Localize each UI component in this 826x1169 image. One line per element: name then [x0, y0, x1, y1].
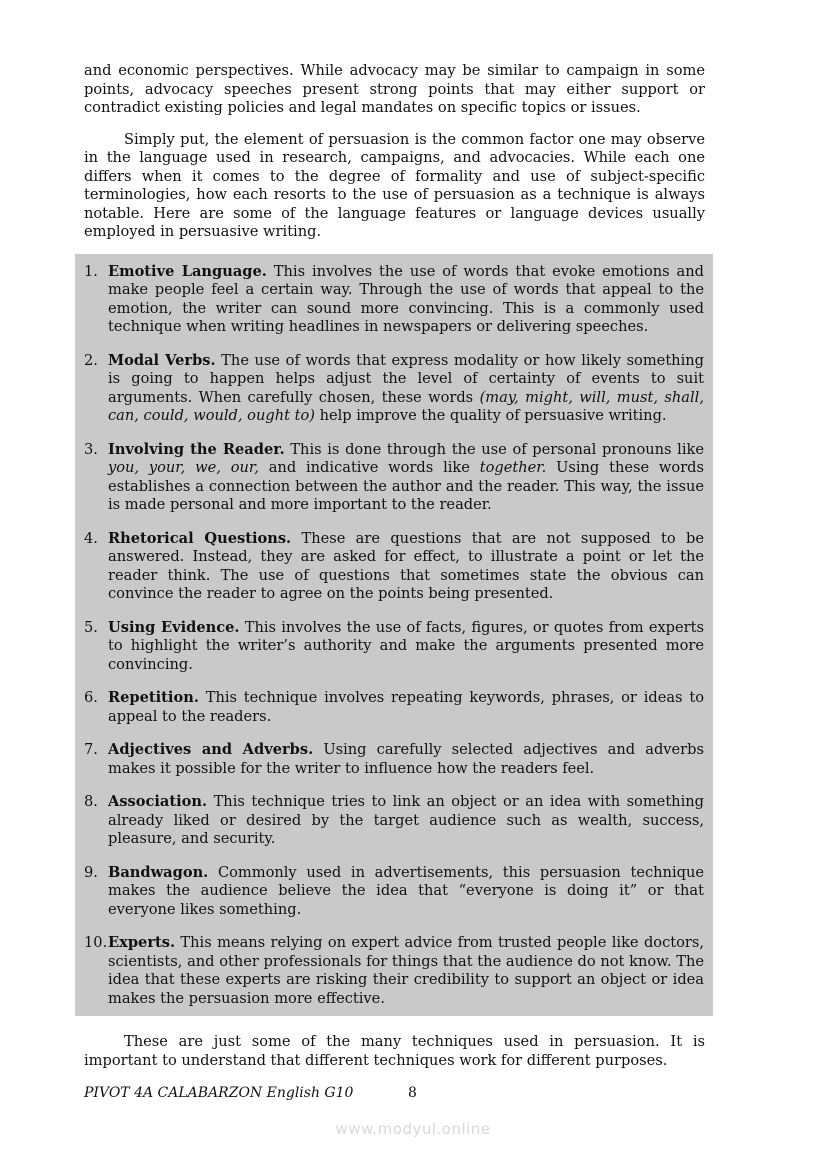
technique-list-item [84, 619, 704, 675]
item-title: Experts. [108, 934, 176, 951]
closing-paragraph: These are just some of the many techniques used in persuasion. It is important to understand that different techniques work for different purposes. [84, 1033, 705, 1069]
item-body-segment: Using these words establishes a connection between the author and the reader. This way, the issue is made personal and more important to the reader. [108, 459, 704, 513]
intro-paragraph-2: Simply put, the element of persuasion is the common factor one may observe in the language used in research, campaigns, and advocacies. While each one differs when it comes to the degree of formality and use of subject-specific terminologies, how each resorts to the use of persuasion as a technique is always notable. Here are some of the language features or language devices usually employed in persuasive writing. [84, 130, 705, 240]
item-number: 6. [84, 689, 98, 706]
item-number: 8. [84, 793, 98, 810]
item-number: 5. [84, 618, 98, 636]
item-number: 1. [84, 262, 98, 280]
item-body-segment: This is done through the use of personal pronouns like [284, 440, 704, 458]
item-number: 9. [84, 863, 98, 881]
technique-list-item [84, 741, 704, 778]
technique-list-item [84, 441, 704, 515]
intro-paragraph-1: and economic perspectives. While advocacy may be similar to campaign in some points, advocacy speeches present strong points that may either support or contradict existing policies and legal mandates on specific topics or issues. [84, 62, 705, 116]
item-body-segment: This means relying on expert advice from trusted people like doctors, scientists, and other professionals for things that the audience do not know. The idea that these experts are risking their credibility to support an object or idea makes the persuasion more effective. [108, 934, 704, 1007]
item-body-italic-segment: (may, might, will, must, shall, can, could, would, ought to) [108, 388, 704, 424]
item-title: Using Evidence. [108, 618, 240, 636]
item-title: Modal Verbs. [108, 351, 216, 369]
page-content [84, 62, 705, 1102]
item-body-italic-segment: you, your, we, our, [108, 459, 259, 476]
item-body-segment: This technique involves repeating keywords, phrases, or ideas to appeal to the readers. [108, 689, 704, 725]
item-body-segment: This involves the use of facts, figures, or quotes from experts to highlight the writer’s authority and make the arguments presented more convincing. [108, 618, 704, 673]
item-body-italic-segment: together. [479, 459, 547, 476]
page-footer [84, 1084, 705, 1102]
technique-list-item [84, 689, 704, 726]
item-number: 10. [84, 934, 108, 951]
technique-list-item [84, 263, 704, 337]
item-body-segment: and indicative words like [258, 459, 480, 476]
item-body-segment: Commonly used in advertisements, this persuasion technique makes the audience believe the idea that “everyone is doing it” or that everyone likes something. [108, 863, 704, 918]
technique-list-item [84, 793, 704, 849]
item-body-segment: This involves the use of words that evoke emotions and make people feel a certain way. Through the use of words that appeal to the emotion, the writer can sound more convincing. This is a commonly used technique when writing headlines in newspapers or delivering speeches. [108, 262, 704, 335]
item-body-segment: help improve the quality of persuasive writing. [314, 407, 667, 424]
item-number: 4. [84, 529, 98, 547]
item-title: Adjectives and Adverbs. [108, 741, 314, 758]
item-title: Repetition. [108, 689, 199, 706]
item-body-segment: The use of words that express modality or how likely something is going to happen helps adjust the level of certainty of events to suit arguments. When carefully chosen, these words [108, 351, 704, 406]
techniques-highlight-box [75, 254, 713, 1017]
technique-list-item [84, 352, 704, 426]
technique-list-item [84, 530, 704, 604]
footer-book-title: PIVOT 4A CALABARZON English G10 [84, 1085, 354, 1101]
item-number: 2. [84, 351, 98, 369]
item-number: 7. [84, 741, 98, 758]
technique-list-item [84, 934, 704, 1008]
item-number: 3. [84, 440, 98, 458]
item-title: Bandwagon. [108, 863, 209, 881]
item-title: Association. [108, 793, 208, 810]
footer-page-number: 8 [408, 1085, 417, 1101]
techniques-list [84, 263, 704, 1009]
item-title: Involving the Reader. [108, 440, 285, 458]
item-title: Rhetorical Questions. [108, 529, 292, 547]
technique-list-item [84, 864, 704, 920]
item-body-segment: These are questions that are not supposed to be answered. Instead, they are asked for effect, to illustrate a point or let the reader think. The use of questions that sometimes state the obvious can convince the reader to agree on the points being presented. [108, 529, 704, 602]
item-body-segment: Using carefully selected adjectives and adverbs makes it possible for the writer to influence how the readers feel. [108, 741, 704, 777]
item-body-segment: This technique tries to link an object or an idea with something already liked or desired by the target audience such as wealth, success, pleasure, and security. [108, 793, 704, 847]
watermark-text: www.modyul.online [335, 1120, 491, 1138]
item-title: Emotive Language. [108, 262, 267, 280]
